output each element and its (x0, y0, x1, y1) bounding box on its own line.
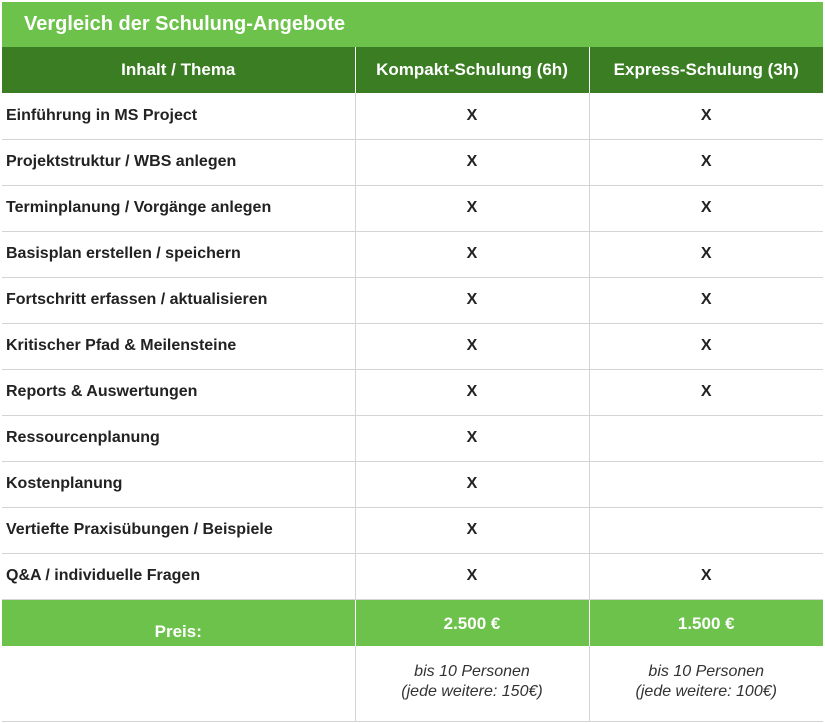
topic-cell: Fortschritt erfassen / aktualisieren (2, 277, 355, 323)
price-row (2, 599, 823, 646)
table-row (2, 369, 823, 415)
express-mark: X (589, 231, 823, 277)
table-row (2, 277, 823, 323)
table-row (2, 415, 823, 461)
table-row (2, 323, 823, 369)
table-row (2, 553, 823, 599)
table-row (2, 507, 823, 553)
express-mark: X (589, 277, 823, 323)
table-row (2, 93, 823, 139)
header-kompakt: Kompakt-Schulung (6h) (355, 47, 589, 93)
note-kompakt-line-2: (jede weitere: 150€) (401, 683, 543, 700)
topic-cell: Basisplan erstellen / speichern (2, 231, 355, 277)
header-express: Express-Schulung (3h) (589, 47, 823, 93)
topic-cell: Vertiefte Praxisübungen / Beispiele (2, 507, 355, 553)
header-row (2, 47, 823, 93)
topic-cell: Kostenplanung (2, 461, 355, 507)
kompakt-mark: X (355, 139, 589, 185)
kompakt-mark: X (355, 323, 589, 369)
note-express-line-1: bis 10 Personen (648, 663, 765, 680)
express-mark: X (589, 323, 823, 369)
topic-cell: Q&A / individuelle Fragen (2, 553, 355, 599)
kompakt-mark: X (355, 185, 589, 231)
express-mark (589, 461, 823, 507)
note-kompakt-line-1: bis 10 Personen (414, 663, 530, 680)
topic-cell: Projektstruktur / WBS anlegen (2, 139, 355, 185)
topic-cell: Ressourcenplanung (2, 415, 355, 461)
table-row (2, 231, 823, 277)
topic-cell: Kritischer Pfad & Meilensteine (2, 323, 355, 369)
header-topic: Inhalt / Thema (2, 47, 355, 93)
topic-cell: Terminplanung / Vorgänge anlegen (2, 185, 355, 231)
comparison-table (2, 47, 823, 722)
page-title: Vergleich der Schulung-Angebote (2, 2, 823, 47)
kompakt-mark: X (355, 93, 589, 139)
kompakt-mark: X (355, 369, 589, 415)
kompakt-mark: X (355, 507, 589, 553)
table-row (2, 139, 823, 185)
note-express (589, 646, 823, 721)
note-empty (2, 646, 355, 721)
note-express-line-2: (jede weitere: 100€) (635, 683, 777, 700)
price-express: 1.500 € (589, 599, 823, 646)
table-row (2, 185, 823, 231)
table-row (2, 461, 823, 507)
kompakt-mark: X (355, 553, 589, 599)
price-kompakt: 2.500 € (355, 599, 589, 646)
express-mark (589, 415, 823, 461)
kompakt-mark: X (355, 415, 589, 461)
price-label: Preis: (2, 599, 355, 646)
express-mark: X (589, 185, 823, 231)
express-mark: X (589, 93, 823, 139)
kompakt-mark: X (355, 277, 589, 323)
express-mark: X (589, 553, 823, 599)
express-mark: X (589, 139, 823, 185)
note-kompakt (355, 646, 589, 721)
express-mark (589, 507, 823, 553)
express-mark: X (589, 369, 823, 415)
note-row (2, 646, 823, 721)
kompakt-mark: X (355, 461, 589, 507)
topic-cell: Einführung in MS Project (2, 93, 355, 139)
kompakt-mark: X (355, 231, 589, 277)
topic-cell: Reports & Auswertungen (2, 369, 355, 415)
